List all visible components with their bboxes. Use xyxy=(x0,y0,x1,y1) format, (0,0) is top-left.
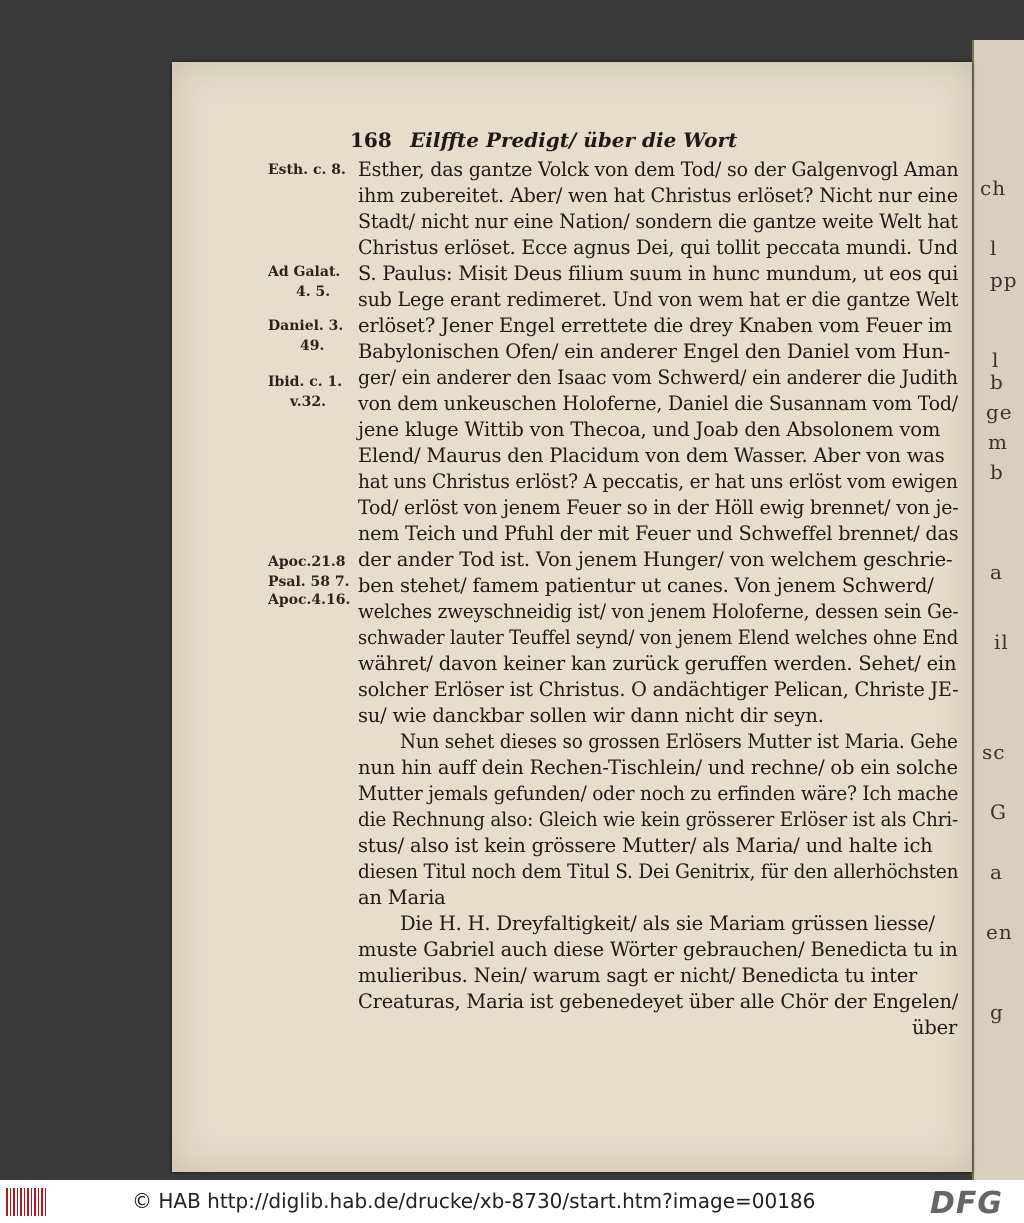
facing-fragment: ch xyxy=(980,176,1007,200)
text-line: diesen Titul noch dem Titul S. Dei Genitrix, für den allerhöchsten xyxy=(358,860,959,883)
text-line: Mutter jemals gefunden/ oder noch zu erfinden wäre? Ich mache xyxy=(358,782,959,805)
text-line: Christus erlöset. Ecce agnus Dei, qui tollit peccata mundi. Und xyxy=(358,236,958,259)
text-line: muste Gabriel auch diese Wörter gebrauchen/ Benedicta tu in xyxy=(358,938,958,961)
footer-bar xyxy=(0,1180,1024,1223)
margin-note: Apoc.4.16. xyxy=(268,592,351,608)
catchword: über xyxy=(912,1016,958,1039)
text-line: Tod/ erlöst von jenem Feuer so in der Höll ewig brennet/ von je- xyxy=(358,496,959,519)
facing-fragment: il xyxy=(994,630,1009,654)
text-line: jene kluge Wittib von Thecoa, und Joab den Absolonem vom xyxy=(358,418,941,441)
facing-fragment: pp xyxy=(990,268,1018,292)
margin-note: Esth. c. 8. xyxy=(268,162,346,178)
text-line: von dem unkeuschen Holoferne, Daniel die Susannam vom Tod/ xyxy=(358,392,958,415)
text-line: Elend/ Maurus den Placidum von dem Wasser. Aber von was xyxy=(358,444,945,467)
text-line: Babylonischen Ofen/ ein anderer Engel den Daniel vom Hun- xyxy=(358,340,951,363)
text-line: solcher Erlöser ist Christus. O andächtiger Pelican, Christe JE- xyxy=(358,678,959,701)
page-number: 168 xyxy=(350,128,392,152)
text-line: Esther, das gantze Volck von dem Tod/ so der Galgenvogl Aman xyxy=(358,158,959,181)
margin-note: Ad Galat. xyxy=(268,264,341,280)
text-line: ihm zubereitet. Aber/ wen hat Christus erlöset? Nicht nur eine xyxy=(358,184,958,207)
text-line: mulieribus. Nein/ warum sagt er nicht/ Benedicta tu inter xyxy=(358,964,918,987)
margin-note: v.32. xyxy=(290,394,326,410)
text-line: S. Paulus: Misit Deus filium suum in hunc mundum, ut eos qui xyxy=(358,262,959,285)
facing-fragment: g xyxy=(990,1000,1004,1024)
text-line: Stadt/ nicht nur eine Nation/ sondern die gantze weite Welt hat xyxy=(358,210,958,233)
text-line: su/ wie danckbar sollen wir dann nicht dir seyn. xyxy=(358,704,824,727)
text-line: an Maria xyxy=(358,886,446,909)
facing-fragment: b xyxy=(990,370,1004,394)
facing-fragment: b xyxy=(990,460,1004,484)
running-head xyxy=(350,128,820,158)
facing-fragment: l xyxy=(992,348,1000,372)
margin-note: Daniel. 3. xyxy=(268,318,344,334)
margin-note: Psal. 58 7. xyxy=(268,574,350,590)
text-line: hat uns Christus erlöst? A peccatis, er hat uns erlöst vom ewigen xyxy=(358,470,958,493)
text-line: Creaturas, Maria ist gebenedeyet über alle Chör der Engelen/ xyxy=(358,990,959,1013)
facing-fragment: l xyxy=(990,236,998,260)
margin-note: Ibid. c. 1. xyxy=(268,374,343,390)
dfg-logo: DFG xyxy=(930,1186,1004,1221)
text-line: Die H. H. Dreyfaltigkeit/ als sie Mariam grüssen liesse/ xyxy=(400,912,935,935)
text-line: währet/ davon keiner kan zurück geruffen werden. Sehet/ ein xyxy=(358,652,957,675)
margin-note: Apoc.21.8 xyxy=(268,554,346,570)
text-line: nun hin auff dein Rechen-Tischlein/ und rechne/ ob ein solche xyxy=(358,756,958,779)
text-line: die Rechnung also: Gleich wie kein grösserer Erlöser ist als Chri- xyxy=(358,808,959,831)
facing-fragment: a xyxy=(990,560,1003,584)
facing-fragment: G xyxy=(990,800,1007,824)
text-line: stus/ also ist kein grössere Mutter/ als Maria/ und halte ich xyxy=(358,834,933,857)
barcode-icon xyxy=(6,1188,46,1216)
text-line: welches zweyschneidig ist/ von jenem Holoferne, dessen sein Ge- xyxy=(358,600,959,623)
margin-note: 4. 5. xyxy=(296,284,331,300)
facing-fragment: en xyxy=(986,920,1013,944)
margin-note: 49. xyxy=(300,338,325,354)
text-line: der ander Tod ist. Von jenem Hunger/ von welchem geschrie- xyxy=(358,548,953,571)
text-line: erlöset? Jener Engel errettete die drey Knaben vom Feuer im xyxy=(358,314,953,337)
facing-fragment: m xyxy=(988,430,1008,454)
facing-fragment: sc xyxy=(982,740,1006,764)
text-line: ger/ ein anderer den Isaac vom Schwerd/ ein anderer die Judith xyxy=(358,366,958,389)
facing-fragment: ge xyxy=(986,400,1013,424)
text-line: schwader lauter Teuffel seynd/ von jenem Elend welches ohne End xyxy=(358,626,959,649)
text-line: sub Lege erant redimeret. Und von wem hat er die gantze Welt xyxy=(358,288,959,311)
text-line: Nun sehet dieses so grossen Erlösers Mutter ist Maria. Gehe xyxy=(400,730,958,753)
text-line: ben stehet/ famem patientur ut canes. Von jenem Schwerd/ xyxy=(358,574,934,597)
facing-fragment: a xyxy=(990,860,1003,884)
copyright-link[interactable]: © HAB http://diglib.hab.de/drucke/xb-8730/start.htm?image=00186 xyxy=(132,1189,816,1213)
running-head-text: Eilffte Predigt/ über die Wort xyxy=(410,128,738,152)
text-line: nem Teich und Pfuhl der mit Feuer und Schweffel brennet/ das xyxy=(358,522,959,545)
